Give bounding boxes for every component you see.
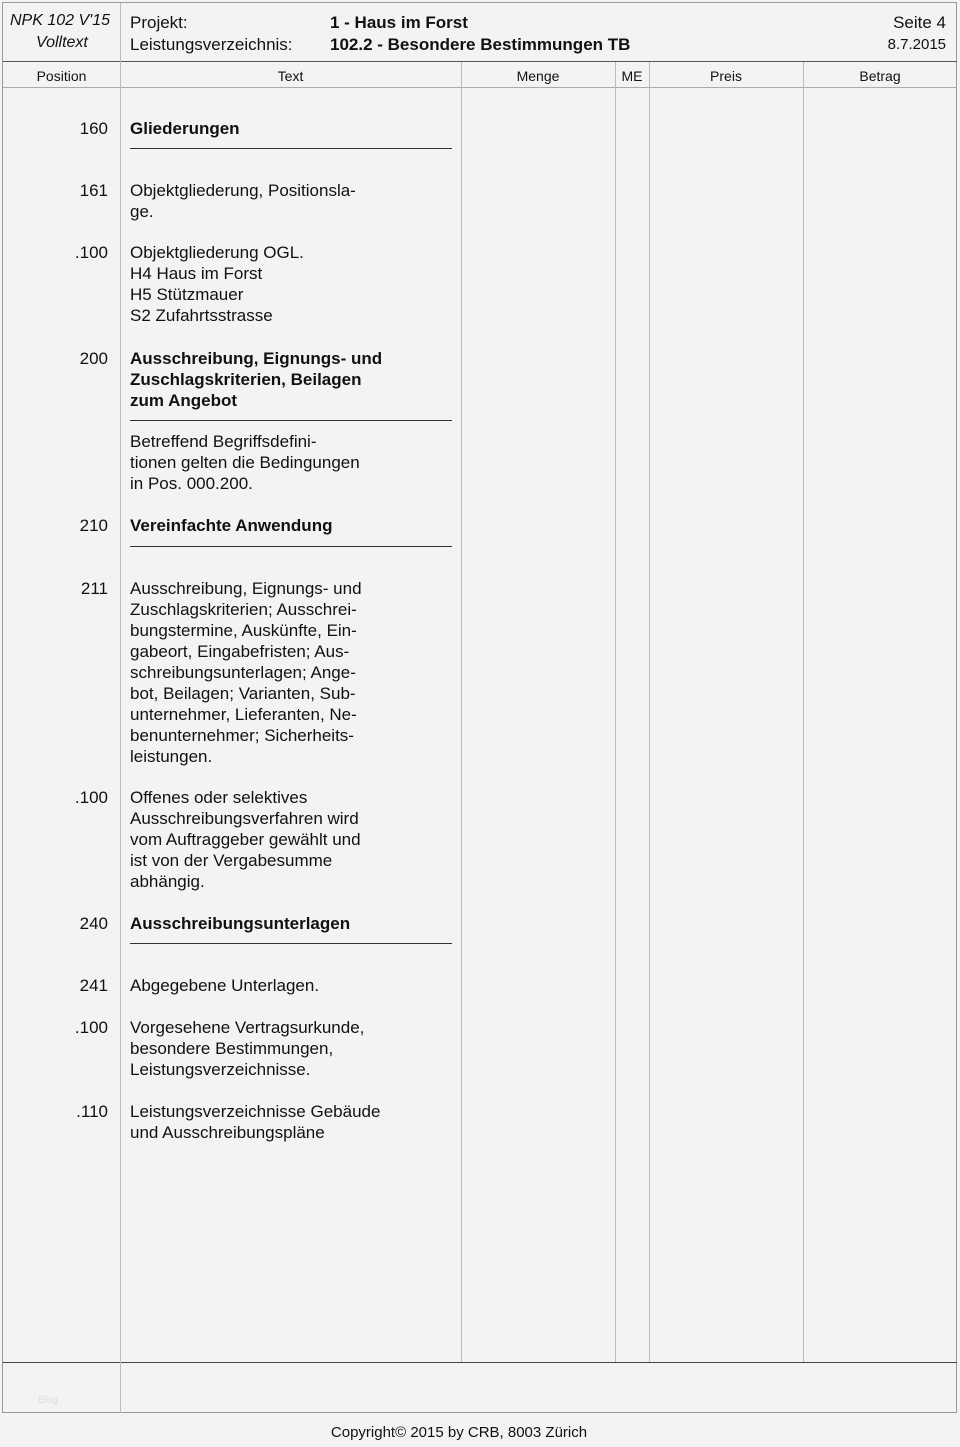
heading-rule [130, 148, 452, 149]
section-heading: Vereinfachte Anwendung [130, 516, 333, 535]
position-number: .100 [74, 788, 108, 807]
norm-label: NPK 102 V'15 [10, 12, 111, 29]
page-number: Seite 4 [893, 13, 946, 32]
col-text: Text [277, 68, 304, 84]
position-text: Abgegebene Unterlagen. [130, 976, 320, 995]
body-bottom-divider [3, 1362, 957, 1363]
lv-value: 102.2 - Besondere Bestimmungen TB [330, 35, 631, 54]
heading-rule [130, 420, 452, 421]
heading-rule [130, 546, 452, 547]
position-text: Objektgliederung OGL. H4 Haus im Forst H5 Stützmauer S2 Zufahrtsstrasse [130, 243, 304, 325]
col-preis: Preis [710, 68, 742, 84]
section-heading: Ausschreibungsunterlagen [130, 914, 351, 933]
position-text: Offenes oder selektives Ausschreibungsverfahren wird vom Auftraggeber gewählt und ist von der Vergabesumme abhängig. [130, 788, 361, 891]
date: 8.7.2015 [887, 36, 946, 53]
position-number: 240 [79, 914, 108, 933]
column-divider [649, 62, 650, 1362]
column-divider [461, 62, 462, 1362]
watermark: Blog [38, 1395, 59, 1406]
position-number: .110 [76, 1102, 108, 1121]
position-number: 210 [79, 516, 108, 535]
copyright: Copyright© 2015 by CRB, 8003 Zürich [330, 1424, 588, 1441]
column-divider [803, 62, 804, 1362]
position-text: Betreffend Begriffsdefini- tionen gelten die Bedingungen in Pos. 000.200. [130, 432, 360, 493]
position-number: .100 [74, 1018, 108, 1037]
column-divider [615, 62, 616, 1362]
column-divider [120, 3, 121, 1413]
position-number: 211 [80, 579, 108, 598]
position-number: 161 [79, 181, 108, 200]
col-position: Position [36, 68, 87, 84]
col-menge: Menge [516, 68, 560, 84]
col-me: ME [621, 68, 643, 84]
project-value: 1 - Haus im Forst [330, 13, 468, 32]
lv-label: Leistungsverzeichnis: [130, 35, 293, 54]
mode-label: Volltext [36, 34, 88, 51]
position-text: Ausschreibung, Eignungs- und Zuschlagskriterien; Ausschrei- bungstermine, Auskünfte, Ein- gabeort, Eingabefristen; Aus- schreibungsunterlagen; Ange- bot, Beilagen; Varianten, Sub- unternehmer, Lieferanten, Ne- benunternehmer; Sicherheits- leistungen. [130, 579, 362, 766]
col-betrag: Betrag [859, 68, 901, 84]
project-label: Projekt: [130, 13, 188, 32]
position-text: Objektgliederung, Positionsla- ge. [130, 181, 356, 221]
section-heading: Ausschreibung, Eignungs- und Zuschlagskriterien, Beilagen zum Angebot [130, 349, 383, 410]
position-text: Leistungsverzeichnisse Gebäude und Ausschreibungspläne [130, 1102, 381, 1142]
section-heading: Gliederungen [130, 119, 240, 138]
position-number: 200 [79, 349, 108, 368]
heading-rule [130, 943, 452, 944]
header-divider [3, 61, 957, 62]
position-number: .100 [74, 243, 108, 262]
position-text: Vorgesehene Vertragsurkunde, besondere Bestimmungen, Leistungsverzeichnisse. [130, 1018, 365, 1079]
column-header-divider [3, 87, 957, 88]
position-number: 241 [79, 976, 108, 995]
position-number: 160 [79, 119, 108, 138]
